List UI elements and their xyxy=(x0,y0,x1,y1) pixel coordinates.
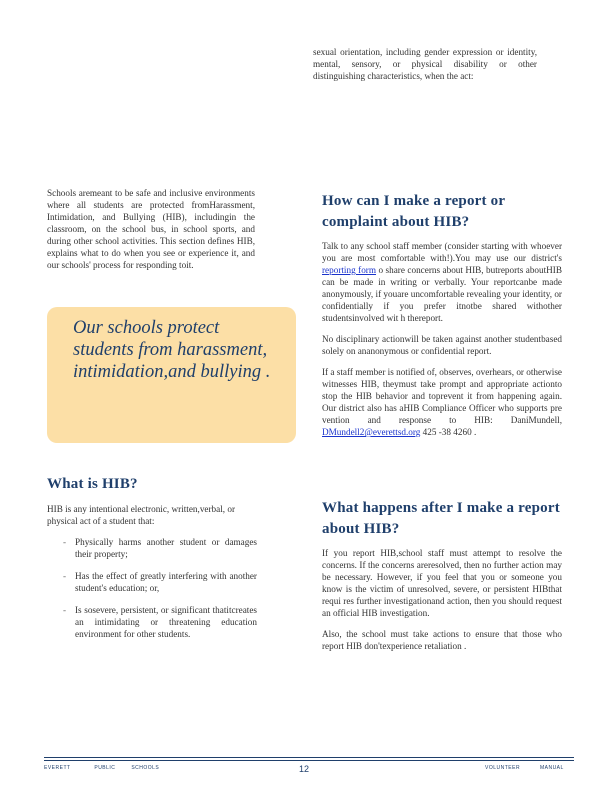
footer-right xyxy=(485,765,564,771)
after-report-heading xyxy=(322,498,562,540)
report-p3-after: 425 -38 4260 . xyxy=(420,427,477,437)
after-paragraph-1: If you report HIB,school staff must attempt to resolve the concerns. If the concerns areresolved, then no further action may be necessary. However, if you feel that you or someone you know is the victim of unresolved, severe, or persistent HIBthat requi res further investigationand action, then you should request an official HIB investigation. xyxy=(322,548,562,618)
report-p1-before: Talk to any school staff member (consider starting with whoever you are most comfortable with!).You may use our district's xyxy=(322,241,562,263)
after-paragraph-2: Also, the school must take actions to ensure that those who report HIB don'texperience retaliation . xyxy=(322,629,562,651)
list-item: - Is sosevere, persistent, or significant thatitcreates an intimidating or threatening education environment for other students. xyxy=(63,604,257,640)
report-section xyxy=(322,191,562,447)
footer-word: MANUAL xyxy=(539,765,564,771)
after-heading-line1: What happens after I make a report xyxy=(322,500,560,516)
list-item: - Has the effect of greatly interfering with another student's education; or, xyxy=(63,570,257,594)
report-heading-line2: complaint about HIB? xyxy=(322,214,470,230)
continued-text xyxy=(313,46,537,91)
report-p1-after: o share concerns about HIB, butreports aboutHIB can be made in writing or verbally. Your reportcanbe made anonymously, if youare uncomfortable revealing your identity, or confidentially if you prefer itnotbe shared withother studentsinvolved wit h thereport. xyxy=(322,265,562,323)
intro-block xyxy=(47,187,255,280)
what-is-hib-lead: HIB is any intentional electronic, written,verbal, or physical act of a student that: xyxy=(47,504,236,526)
report-heading xyxy=(322,191,562,233)
report-paragraph-3 xyxy=(322,366,562,438)
intro-paragraph: Schools aremeant to be safe and inclusive environments where all students are protected fromHarassment, Intimidation, and Bullying (HIB), includingin the classroom, on the school bus, in school sports, and during other school activities. This section defines HIB, explains what to do when you see or experience it, and our schools' process for responding toit. xyxy=(47,188,255,270)
report-paragraph-1 xyxy=(322,240,562,324)
continued-paragraph: sexual orientation, including gender expression or identity, mental, sensory, or physical disability or other distinguishing characteristics, when the act: xyxy=(313,47,537,81)
footer-word: PUBLIC xyxy=(94,765,116,771)
reporting-form-link[interactable]: reporting form xyxy=(322,265,377,275)
report-p3-before: If a staff member is notified of, observes, overhears, or otherwise witnesses HIB, theymust take prompt and appropriate actionto stop the HIB behavior and toprevent it from happening again. Our district also has aHIB Compliance Officer who supports pre vention and response to HIB: DaniMundell, xyxy=(322,367,562,425)
footer-divider xyxy=(44,760,574,761)
callout-box xyxy=(47,307,296,443)
callout-text: Our schools protect students from harassment, intimidation,and bullying . xyxy=(73,318,271,382)
what-is-hib-heading: What is HIB? xyxy=(47,476,138,492)
what-is-hib-section xyxy=(47,474,257,650)
after-report-section xyxy=(322,498,562,661)
footer-word: EVERETT xyxy=(44,765,71,771)
hib-criteria-list xyxy=(47,536,257,640)
report-heading-line1: How can I make a report or xyxy=(322,193,506,209)
list-item: - Physically harms another student or damages their property; xyxy=(63,536,257,560)
footer-word: VOLUNTEER xyxy=(485,765,521,771)
page-number: 12 xyxy=(299,764,310,774)
compliance-officer-email-link[interactable]: DMundell2@everettsd.org xyxy=(322,427,421,437)
footer-left xyxy=(44,765,159,771)
after-heading-line2: about HIB? xyxy=(322,521,400,537)
report-paragraph-2: No disciplinary actionwill be taken against another studentbased solely on ananonymous or confidential report. xyxy=(322,334,562,356)
footer-word: SCHOOLS xyxy=(131,765,160,771)
footer-divider xyxy=(44,757,574,758)
